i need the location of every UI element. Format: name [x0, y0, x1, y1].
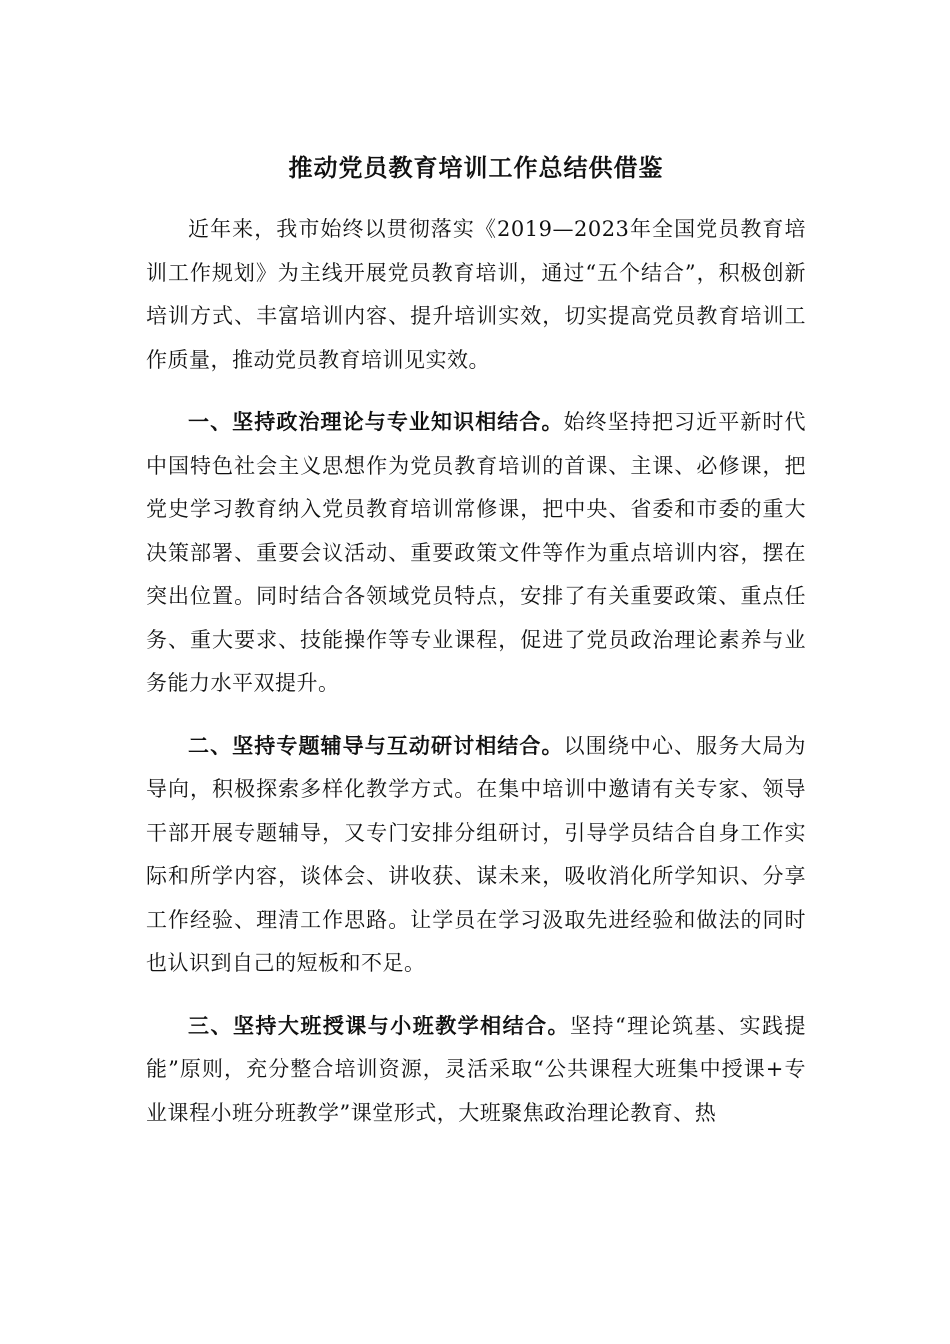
document-title: 推动党员教育培训工作总结供借鉴: [288, 153, 664, 182]
section-3-paragraph: [146, 1004, 806, 1136]
section-1-body: 始终坚持把习近平新时代中国特色社会主义思想作为党员教育培训的首课、主课、必修课，把党史学习教育纳入党员教育培训常修课，把中央、省委和市委的重大决策部署、重要会议活动、重要政策文件等作为重点培训内容，摆在突出位置。同时结合各领域党员特点，安排了有关重要政策、重点任务、重大要求、技能操作等专业课程，促进了党员政治理论素养与业务能力水平双提升。: [146, 410, 807, 695]
section-2-heading: 二、坚持专题辅导与互动研讨相结合。: [188, 732, 564, 758]
section-3-body: 坚持“理论筑基、实践提能”原则，充分整合培训资源，灵活采取“公共课程大班集中授课+专业课程小班分班教学”课堂形式，大班聚焦政治理论教育、热: [146, 1013, 806, 1125]
section-2-body: 以围绕中心、服务大局为导向，积极探索多样化教学方式。在集中培训中邀请有关专家、领导干部开展专题辅导，又专门安排分组研讨，引导学员结合自身工作实际和所学内容，谈体会、讲收获、谋未来，吸收消化所学知识、分享工作经验、理清工作思路。让学员在学习汲取先进经验和做法的同时也认识到自己的短板和不足。: [146, 733, 807, 975]
section-1-paragraph: [146, 400, 806, 706]
section-3-heading: 三、坚持大班授课与小班教学相结合。: [188, 1012, 571, 1038]
document-page: [146, 150, 806, 1153]
intro-paragraph: 近年来，我市始终以贯彻落实《2019—2023年全国党员教育培训工作规划》为主线开展党员教育培训，通过“五个结合”，积极创新培训方式、丰富培训内容、提升培训实效，切实提高党员教育培训工作质量，推动党员教育培训见实效。: [146, 217, 806, 372]
section-2-paragraph: [146, 724, 806, 986]
section-1-heading: 一、坚持政治理论与专业知识相结合。: [188, 409, 564, 434]
